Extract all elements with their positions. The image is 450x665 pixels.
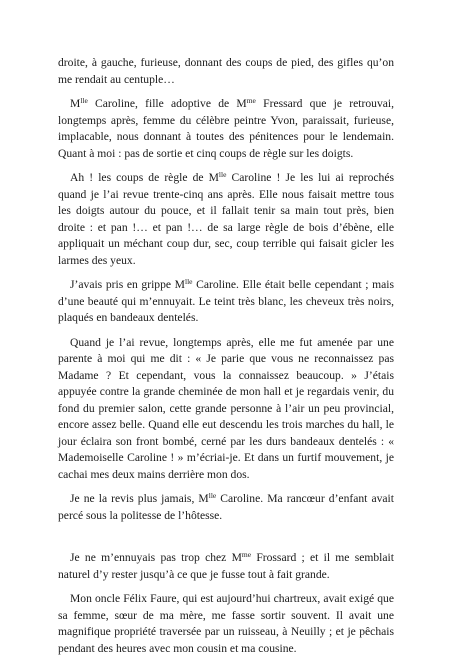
text-run: Caroline, fille adoptive de M: [87, 97, 247, 110]
text-run: Caroline. Elle était belle cependant ; mais d’une beauté qui m’ennuyait. Le teint très blanc, les cheveux très noirs, plaqués en bandeaux dentelés.: [58, 278, 394, 324]
superscript: lle: [184, 277, 193, 286]
text-run: Caroline. Ma rancœur d’enfant avait percé sous la politesse de l’hôtesse.: [58, 492, 394, 522]
text-run: Caroline ! Je les lui ai reprochés quand je l’ai revue trente-cinq ans après. Elle nous faisait mettre tous les doigts autour du pouce, et il fallait tenir sa main tout près, bien droite : et pan !… et pan !… de sa large règle de bois d’ébène, elle appliquait un méchant coup dur, sec, coup terrible qui faisait gicler les larmes des yeux.: [58, 171, 394, 267]
paragraph: [58, 335, 394, 484]
text-run: Ah ! les coups de règle de M: [70, 171, 219, 184]
text-run: Je ne la revis plus jamais, M: [70, 492, 209, 505]
superscript: lle: [208, 491, 217, 500]
page-body: [58, 55, 394, 665]
superscript: me: [246, 96, 256, 105]
paragraph: [58, 591, 394, 657]
text-run: droite, à gauche, furieuse, donnant des coups de pied, des gifles qu’on me rendait au centuple…: [58, 56, 394, 86]
paragraph: [58, 96, 394, 162]
text-run: Frossard ; et il me semblait naturel d’y rester jusqu’à ce que je fusse tout à fait grande.: [58, 551, 394, 581]
text-run: Je ne m’ennuyais pas trop chez M: [70, 551, 242, 564]
text-run: Mon oncle Félix Faure, qui est aujourd’hui chartreux, avait exigé que sa femme, sœur de ma mère, me fasse sortir souvent. Il avait une magnifique propriété traversée par un ruisseau, à Neuilly ; et je pêchais pendant des heures avec mon cousin et ma cousine.: [58, 592, 394, 655]
text-run: Fressard que je retrouvai, longtemps après, femme du célèbre peintre Yvon, paraissait, furieuse, implacable, nous donnant à toutes des pénitences pour le lendemain. Quant à moi : pas de sortie et cinq coups de règle sur les doigts.: [58, 97, 395, 160]
paragraph: [58, 550, 394, 583]
paragraph: [58, 491, 394, 524]
superscript: lle: [218, 170, 227, 179]
paragraph: [58, 55, 394, 88]
superscript: me: [241, 550, 252, 559]
paragraph: [58, 277, 394, 327]
text-run: J’avais pris en grippe M: [70, 278, 185, 291]
paragraph: [58, 170, 394, 269]
superscript: lle: [80, 96, 88, 105]
text-run: M: [70, 97, 81, 110]
text-run: Quand je l’ai revue, longtemps après, elle me fut amenée par une parente à moi qui me dit : « Je parie que vous ne reconnaissez pas Madame ? Et cependant, vous la connaissez beaucoup. » J’étais appuyée contre la grande cheminée de mon hall et je regardais venir, du fond du premier salon, cette grande personne à l’air un peu provincial, encore assez belle. Quand elle eut descendu les trois marches du hall, le jour éclaira son front bombé, cerné par les durs bandeaux dentelés : « Mademoiselle Caroline ! » m’écriai-je. Et dans un furtif mouvement, je cachai mes deux mains derrière mon dos.: [58, 335, 394, 481]
